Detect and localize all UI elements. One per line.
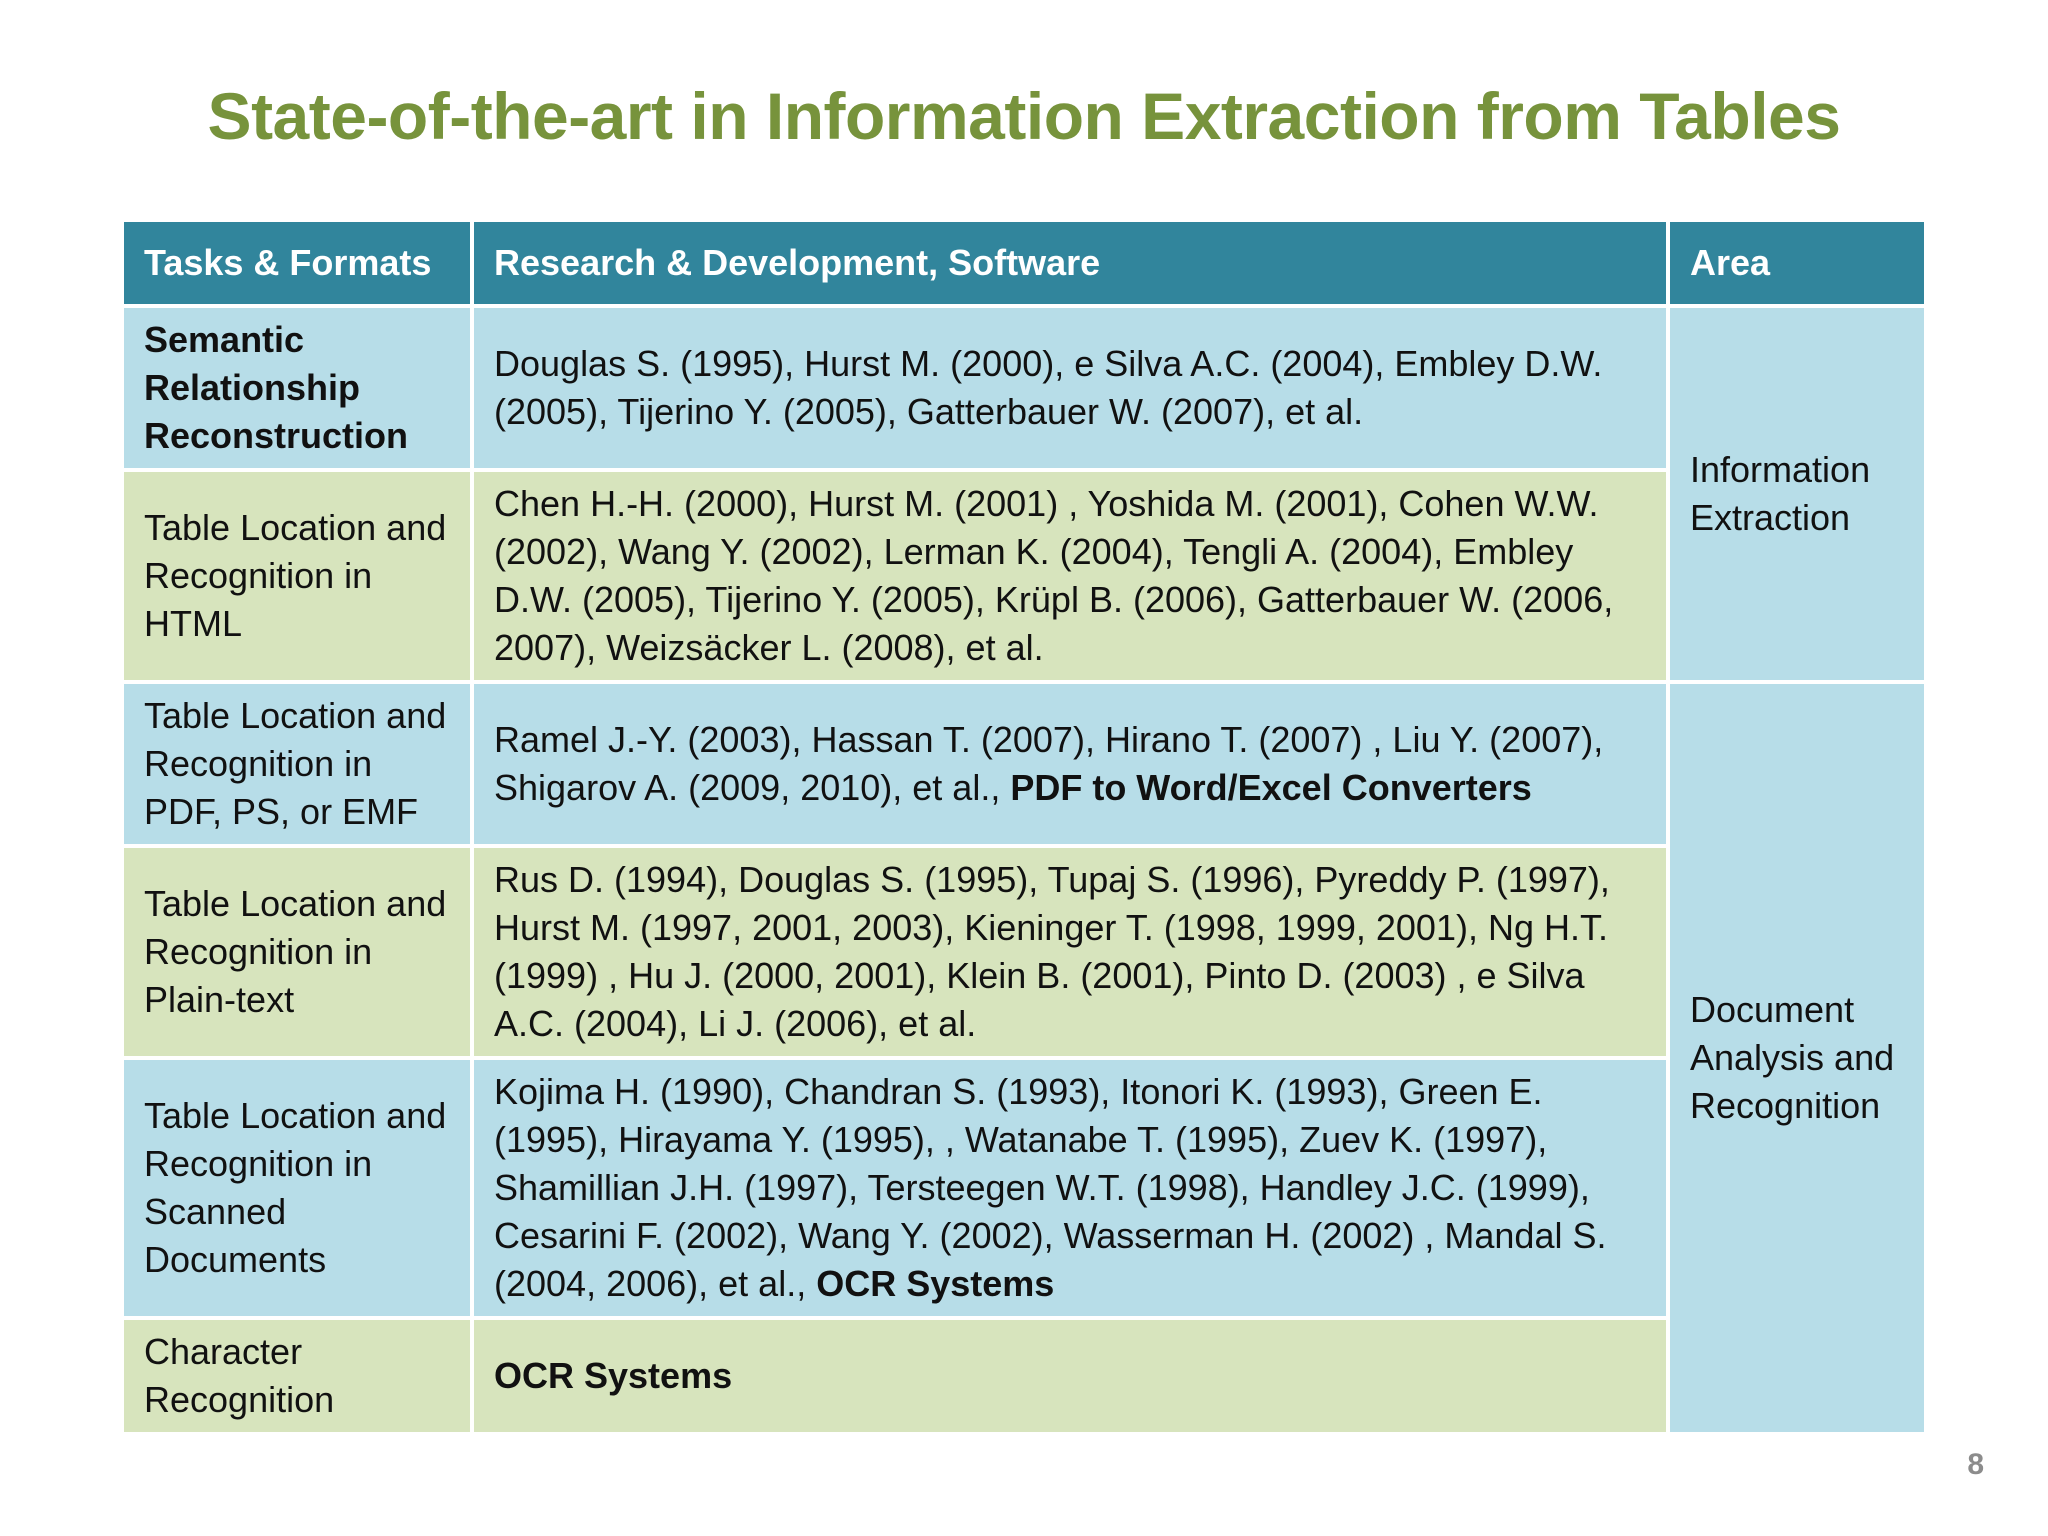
- table-row: [122, 1058, 1926, 1318]
- task-cell: Table Location and Recognition in PDF, PS, or EMF: [122, 682, 472, 846]
- refs-bold-text: PDF to Word/Excel Converters: [1010, 767, 1532, 808]
- refs-cell: [472, 682, 1668, 846]
- refs-text: Kojima H. (1990), Chandran S. (1993), Itonori K. (1993), Green E. (1995), Hirayama Y. (1995), , Watanabe T. (1995), Zuev K. (1997), Shamillian J.H. (1997), Tersteegen W.T. (1998), Handley J.C. (1999), Cesarini F. (2002), Wang Y. (2002), Wasserman H. (2002) , Mandal S. (2004, 2006), et al.,: [494, 1071, 1607, 1304]
- table-row: [122, 1318, 1926, 1434]
- refs-cell: [472, 1058, 1668, 1318]
- task-cell: Table Location and Recognition in Plain-text: [122, 846, 472, 1058]
- table-row: [122, 470, 1926, 682]
- area-cell: Document Analysis and Recognition: [1668, 682, 1926, 1434]
- table-row: [122, 306, 1926, 470]
- task-cell: Table Location and Recognition in Scanned Documents: [122, 1058, 472, 1318]
- refs-cell: [472, 306, 1668, 470]
- refs-cell: [472, 1318, 1668, 1434]
- header-area: Area: [1668, 220, 1926, 306]
- task-cell: Character Recognition: [122, 1318, 472, 1434]
- task-cell: Table Location and Recognition in HTML: [122, 470, 472, 682]
- header-research-development: Research & Development, Software: [472, 220, 1668, 306]
- refs-bold-text: OCR Systems: [494, 1355, 733, 1396]
- research-table: [120, 218, 1928, 1436]
- refs-cell: [472, 846, 1668, 1058]
- page-number: 8: [1967, 1448, 1984, 1481]
- refs-bold-text: OCR Systems: [816, 1263, 1055, 1304]
- refs-text: Ramel J.-Y. (2003), Hassan T. (2007), Hirano T. (2007) , Liu Y. (2007), Shigarov A. (2009, 2010), et al.,: [494, 719, 1604, 808]
- area-cell: Information Extraction: [1668, 306, 1926, 682]
- header-tasks-formats: Tasks & Formats: [122, 220, 472, 306]
- task-cell: Semantic Relationship Reconstruction: [122, 306, 472, 470]
- table-row: [122, 846, 1926, 1058]
- refs-text: Rus D. (1994), Douglas S. (1995), Tupaj S. (1996), Pyreddy P. (1997), Hurst M. (1997, 2001, 2003), Kieninger T. (1998, 1999, 2001), Ng H.T. (1999) , Hu J. (2000, 2001), Klein B. (2001), Pinto D. (2003) , e Silva A.C. (2004), Li J. (2006), et al.: [494, 859, 1610, 1044]
- table-header-row: [122, 220, 1926, 306]
- refs-text: Douglas S. (1995), Hurst M. (2000), e Silva A.C. (2004), Embley D.W. (2005), Tijerino Y. (2005), Gatterbauer W. (2007), et al.: [494, 343, 1603, 432]
- slide-title: State-of-the-art in Information Extraction from Tables: [207, 79, 1841, 153]
- refs-text: Chen H.-H. (2000), Hurst M. (2001) , Yoshida M. (2001), Cohen W.W. (2002), Wang Y. (2002), Lerman K. (2004), Tengli A. (2004), Embley D.W. (2005), Tijerino Y. (2005), Krüpl B. (2006), Gatterbauer W. (2006, 2007), Weizsäcker L. (2008), et al.: [494, 483, 1614, 668]
- refs-cell: [472, 470, 1668, 682]
- table-row: [122, 682, 1926, 846]
